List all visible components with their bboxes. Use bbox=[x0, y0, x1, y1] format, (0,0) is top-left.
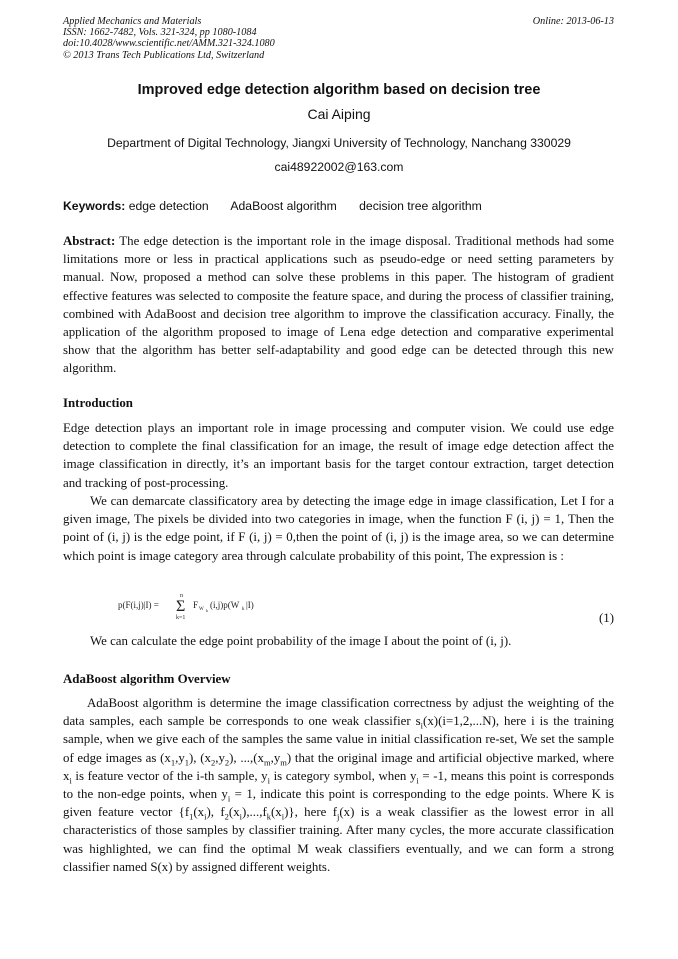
svg-text:W: W bbox=[199, 607, 204, 612]
journal-name: Applied Mechanics and Materials bbox=[63, 16, 202, 27]
keywords-label: Keywords: bbox=[63, 199, 126, 213]
intro-paragraph-1: Edge detection plays an important role in image processing and computer vision. We could use edge detection to complete the final classification for an image, the result of image edge detection affect the image classification in directly, it’s an important basis for the target contour extraction, target detection and tracking of post-processing. bbox=[63, 421, 614, 490]
copyright-line: © 2013 Trans Tech Publications Ltd, Switzerland bbox=[63, 49, 265, 61]
online-date: Online: 2013-06-13 bbox=[532, 16, 614, 27]
author-name: Cai Aiping bbox=[307, 106, 371, 122]
keywords-line bbox=[63, 199, 501, 213]
svg-text:(i,j)p(W: (i,j)p(W bbox=[210, 600, 240, 610]
abstract-text: The edge detection is the important role in the image disposal. Traditional methods had some limitations more or less in practical applications such as pseudo-edge or need setting parameters by manual. Now, proposed a method can solve these problems in this paper. The histogram of gradient effective features was selected to composite the feature space, and during the process of classifier training, combined with AdaBoost and decision tree algorithm to improve the classification accuracy. Finally, the application of the algorithm proposed to image of Lena edge detection and comparative experimental show that the algorithm has better self-adaptability and good edge can be detected through this new algorithm. bbox=[63, 234, 614, 376]
abstract-label: Abstract: bbox=[63, 234, 116, 248]
author-email[interactable]: cai48922002@163.com bbox=[274, 160, 404, 174]
paper-title: Improved edge detection algorithm based on decision tree bbox=[137, 82, 541, 98]
svg-text:Σ: Σ bbox=[176, 598, 186, 615]
issn-line: ISSN: 1662-7482, Vols. 321-324, pp 1080-1084 bbox=[63, 27, 257, 39]
svg-text:|I): |I) bbox=[246, 600, 254, 610]
intro-paragraph-2: We can demarcate classificatory area by detecting the image edge in image classification, Let I for a given image, The pixels be divided into two categories in image, when the function F (i, j) = 1, Then the point of (i, j) is the edge point, if F (i, j) = 0,then the point of (i, j) is the image area, so we can determine which point is image category area through calculate probability of this point, The expression is : bbox=[63, 494, 614, 563]
svg-text:k=1: k=1 bbox=[176, 615, 186, 620]
svg-text:p(F(i,j)|I) =: p(F(i,j)|I) = bbox=[118, 600, 159, 610]
intro-paragraph-3: We can calculate the edge point probability of the image I about the point of (i, j). bbox=[90, 634, 512, 648]
equation-1-image bbox=[118, 590, 318, 620]
equation-number: (1) bbox=[598, 611, 614, 625]
abstract-paragraph bbox=[63, 232, 614, 378]
section-heading-adaboost: AdaBoost algorithm Overview bbox=[63, 672, 231, 686]
keyword-item: decision tree algorithm bbox=[359, 199, 482, 213]
adaboost-paragraph: AdaBoost algorithm is determine the image classification correctness by adjust the weighting of the data samples, each sample be corresponds to one weak classifier $s_i(x)(i=1,2,...N)$, here i is the training sample, when we give each of the samples the same value in initial classification re-set, We set the sample of edge images as $(x_1,y_1)$, $(x_2,y_2)$, $...,(x_m,y_m)$ that the original image and artificial objective marked, where $x_i$ is feature vector of the i-th sample, $y_i$ is category symbol, when $y_i = -1$, means this point is corresponds to the non-edge points, when $y_i = 1$, indicate this point is corresponding to the edge points. Where K is given feature vector {$f_1(x_i)$, $f_2(x_i),...,f_k(x_i)$}, here $f_j(x)$ is a weak classifier as the lowest error in all characteristics of those samples by classifier training. After many cycles, the more accurate classification was highlighted, we can find the optimal M weak classifiers eventually, and we can form a strong classifier named S(x) by assigned different weights. bbox=[63, 696, 614, 874]
svg-text:n: n bbox=[180, 593, 183, 599]
affiliation: Department of Digital Technology, Jiangxi University of Technology, Nanchang 330029 bbox=[107, 136, 571, 150]
keyword-item: edge detection bbox=[128, 199, 209, 213]
journal-header bbox=[63, 16, 275, 61]
svg-text:F: F bbox=[193, 600, 199, 610]
svg-text:k: k bbox=[242, 607, 245, 612]
keyword-item: AdaBoost algorithm bbox=[230, 199, 337, 213]
section-heading-introduction: Introduction bbox=[63, 396, 133, 410]
svg-text:k: k bbox=[206, 608, 208, 613]
doi-line[interactable]: doi:10.4028/www.scientific.net/AMM.321-324.1080 bbox=[63, 38, 275, 50]
